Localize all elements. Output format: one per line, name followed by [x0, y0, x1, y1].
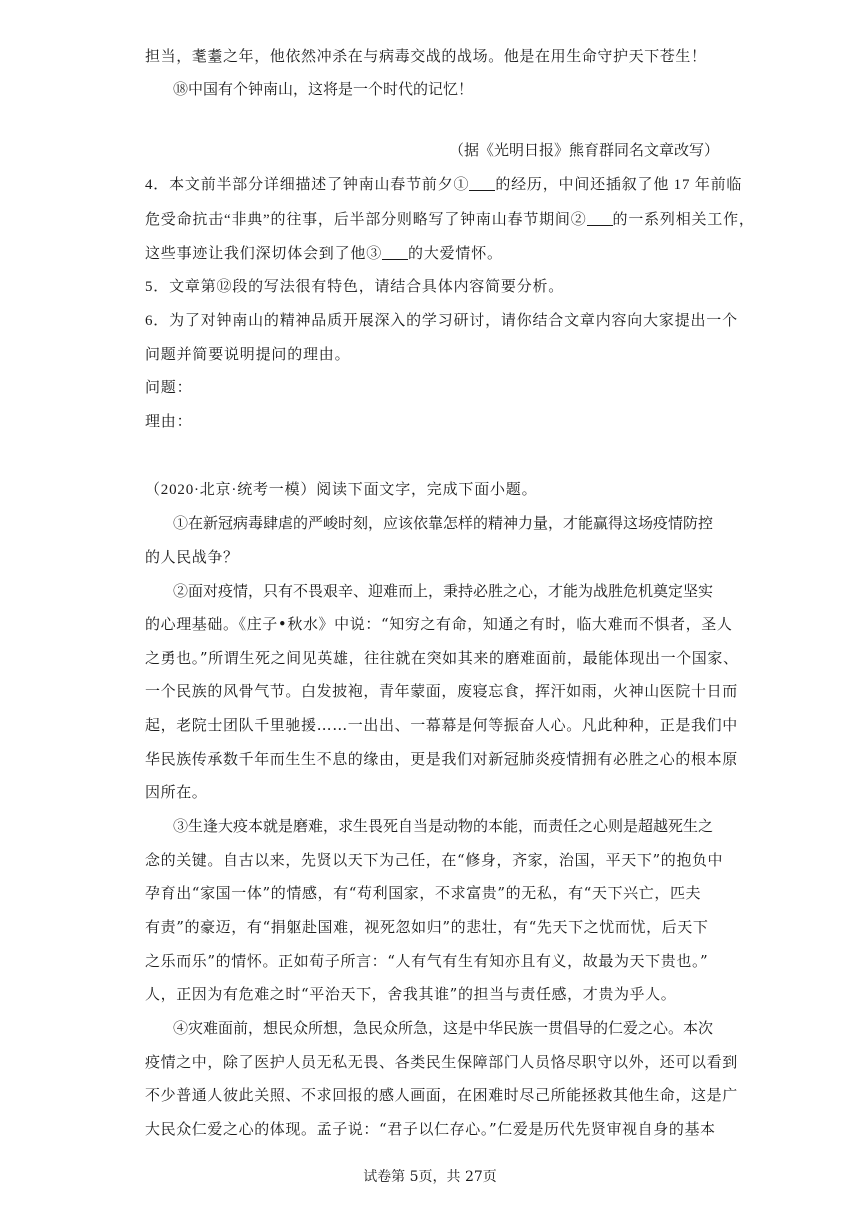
passage-line: 人，正因为有危难之时“平治天下，舍我其谁”的担当与责任感，才贵为乎人。: [145, 985, 677, 1003]
page-footer: 试卷第 5页，共 27页: [363, 1169, 497, 1185]
passage-line: 的人民战争？: [145, 548, 239, 566]
q4-text: 这些事迹让我们深切体会到了他③: [145, 246, 383, 262]
passage-line: 之乐而乐”的情怀。正如荀子所言：“人有气有生有知亦且有义，故最为天下贵也。”: [145, 952, 709, 970]
passage-line: 因所在。: [145, 783, 208, 801]
answer-blank-3[interactable]: [382, 245, 408, 260]
passage-line: 疫情之中，除了医护人员无私无畏、各类民生保障部门人员恪尽职守以外，还可以看到: [145, 1053, 738, 1071]
passage-line: 一个民族的风骨气节。白发披袍，青年蒙面，废寝忘食，挥汗如雨，火神山医院十日而: [145, 682, 738, 700]
q4-text: 4．本文前半部分详细描述了钟南山春节前夕①: [145, 177, 470, 193]
paragraph-line: 担当，耄耋之年，他依然冲杀在与病毒交战的战场。他是在用生命守护天下苍生！: [145, 47, 707, 65]
question-label: 问题：: [145, 380, 193, 396]
passage-line: 念的关键。自古以来，先贤以天下为己任，在“修身，齐家，治国，平天下”的抱负中: [145, 851, 724, 869]
passage-line: 华民族传承数千年而生生不息的缘由，更是我们对新冠肺炎疫情拥有必胜之心的根本原: [145, 750, 738, 768]
question-5: 5．文章第⑫段的写法很有特色，请结合具体内容简要分析。: [145, 279, 565, 295]
q4-text: 的大爱情怀。: [408, 246, 503, 262]
q4-text: 的经历，中间还插叙了他 17 年前临: [495, 177, 743, 193]
question-6-line1: 6．为了对钟南山的精神品质开展深入的学习研讨，请你结合文章内容向大家提出一个: [145, 313, 738, 329]
q4-text: 的一系列相关工作，: [612, 212, 755, 228]
source-citation: （据《光明日报》熊育群同名文章改写）: [449, 141, 720, 159]
passage-line: 孕育出“家国一体”的情感，有“苟利国家，不求富贵”的无私，有“天下兴亡，匹夫: [145, 884, 702, 902]
reason-label: 理由：: [145, 414, 193, 430]
passage-line: 有责”的豪迈，有“捐躯赴国难，视死忽如归”的悲壮，有“先天下之忧而忧，后天下: [145, 918, 709, 936]
passage-line: ④灾难面前，想民众所想，急民众所急，这是中华民族一贯倡导的仁爱之心。本次: [173, 1019, 714, 1037]
question-4-line2: [145, 210, 755, 230]
passage-line: 起，老院士团队千里驰援……一出出、一幕幕是何等振奋人心。凡此种种，正是我们中: [145, 716, 738, 734]
answer-blank-1[interactable]: [469, 176, 495, 191]
passage-line: 的心理基础。《庄子•秋水》中说：“知穷之有命，知通之有时，临大难而不惧者，圣人: [145, 615, 733, 633]
passage-line: 不少普通人彼此关照、不求回报的感人画面，在困难时尽己所能拯救其他生命，这是广: [145, 1086, 738, 1104]
question-6-line2: 问题并简要说明提问的理由。: [145, 347, 351, 363]
answer-blank-2[interactable]: [587, 211, 613, 226]
passage-line: ②面对疫情，只有不畏艰辛、迎难而上，秉持必胜之心，才能为战胜危机奠定坚实: [173, 582, 714, 600]
question-4-line3: [145, 244, 503, 264]
question-4-line1: [145, 175, 742, 195]
q4-text: 危受命抗击“非典”的往事，后半部分则略写了钟南山春节期间②: [145, 212, 587, 228]
passage-line: ①在新冠病毒肆虐的严峻时刻，应该依靠怎样的精神力量，才能赢得这场疫情防控: [173, 514, 714, 532]
passage-line: 之勇也。”所谓生死之间见英雄，往往就在突如其来的磨难面前，最能体现出一个国家、: [145, 649, 739, 667]
paragraph-18: ⑱中国有个钟南山，这将是一个时代的记忆！: [173, 80, 474, 98]
passage-line: 大民众仁爱之心的体现。孟子说：“君子以仁存心。”仁爱是历代先贤审视自身的基本: [145, 1120, 716, 1138]
passage-line: ③生逢大疫本就是磨难，求生畏死自当是动物的本能，而责任之心则是超越死生之: [173, 817, 714, 835]
passage-intro: （2020·北京·统考一模）阅读下面文字，完成下面小题。: [145, 482, 538, 498]
